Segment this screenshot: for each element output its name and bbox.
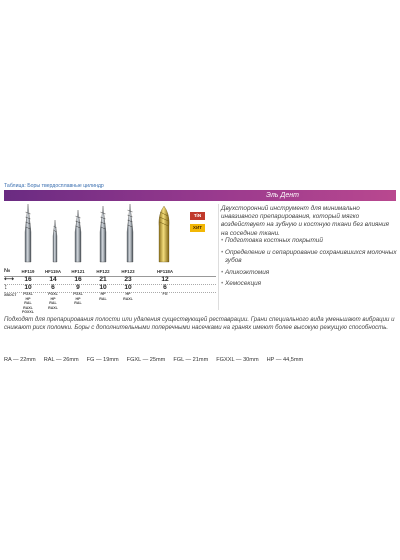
legend-item: FGXL — 25mm: [126, 357, 166, 363]
hit-badge: ХИТ: [190, 224, 205, 232]
shank-item: RAXL: [48, 305, 58, 310]
application-item: • Хемосекция: [221, 280, 397, 288]
product-code: HF121: [71, 269, 85, 274]
shank-item: HP: [50, 296, 56, 301]
length-value: 23: [124, 276, 132, 283]
bur-hf122-image: [100, 206, 106, 262]
legend-item: FGL — 21mm: [173, 357, 209, 363]
shank-item: RAXL: [23, 305, 33, 310]
legend-item: FGXXL — 30mm: [216, 357, 259, 363]
shank-item: HP: [125, 292, 131, 296]
bur-hf123-image: [127, 204, 133, 262]
shank-item: RAL: [99, 296, 107, 301]
size-value: 6: [163, 284, 167, 291]
size-value: 9: [76, 284, 80, 291]
table-caption: Таблица: Боры твердосплавные цилиндр: [4, 183, 104, 189]
shank-list: [41, 292, 65, 310]
size-value: 10: [99, 284, 107, 291]
application-item: • Подготовка костных покрытий: [221, 237, 397, 245]
shank-item: RAL: [24, 301, 32, 306]
bur-hf118a-image: [159, 206, 169, 262]
bur-hf119-image: [25, 204, 31, 262]
shank-item: FGXXL: [22, 310, 34, 315]
usage-paragraph: Подходят для препарирования полости или удаления существующей реставрации. Грани специального вида уменьшают вибрации и снижают риск поломки. Боры с дополнительными поперечными насечками на гранях имеют более высокую режущую способность.: [4, 316, 395, 331]
length-value: 16: [24, 276, 32, 283]
shank-item: RAL: [74, 301, 82, 306]
size-arrow-icon: ↕: [4, 284, 8, 291]
product-code: HF123: [121, 269, 135, 274]
legend-item: HP — 44,5mm: [266, 357, 304, 363]
length-value: 16: [74, 276, 82, 283]
product-code: HF119A: [44, 269, 62, 274]
shank-length-legend: [4, 357, 396, 363]
shank-item: HP: [100, 292, 106, 296]
product-code: HF119: [21, 269, 35, 274]
length-value: 14: [49, 276, 57, 283]
length-value: 21: [99, 276, 107, 283]
shank-list: [66, 292, 90, 306]
legend-item: FG — 19mm: [86, 357, 119, 363]
bur-hf121-image: [75, 210, 81, 262]
shank-item: FGXL: [48, 292, 58, 296]
brand-bar: [4, 190, 396, 201]
length-value: 12: [161, 276, 169, 283]
bur-hf119a-image: [53, 220, 57, 262]
shank-label: ХВОСТ: [4, 293, 17, 297]
shank-item: FGXL: [23, 292, 33, 296]
shank-list: [116, 292, 140, 301]
shank-item: FGXL: [73, 292, 83, 296]
application-list: [221, 237, 397, 292]
bur-illustrations: [4, 202, 216, 266]
shank-list: [153, 292, 177, 297]
product-code: HF118A: [156, 269, 174, 274]
legend-item: RAL — 26mm: [43, 357, 79, 363]
number-label: №: [4, 268, 11, 274]
application-item: • Апикоэктомия: [221, 269, 397, 277]
size-value: 10: [124, 284, 132, 291]
shank-item: RAL: [49, 301, 57, 306]
length-arrow-icon: ⟷: [4, 276, 15, 283]
column-divider: [218, 204, 219, 310]
legend-item: RA — 22mm: [4, 357, 36, 363]
shank-types: [4, 292, 216, 314]
shank-item: FG: [162, 292, 168, 296]
application-item: • Определение и сепарирование сохранившихся молочных зубов: [221, 249, 397, 265]
brand-title: Эль Дент: [266, 191, 299, 199]
tin-badge: TiN: [190, 212, 205, 220]
shank-item: RAXL: [123, 296, 133, 301]
shank-list: [16, 292, 40, 315]
product-description: Двухсторонний инструмент для минимально инвазивного препарирования, который мягко воздействует на зубную и костную ткани без влияния на соседние ткани.: [221, 205, 389, 237]
size-value: 10: [24, 284, 32, 291]
shank-list: [91, 292, 115, 301]
shank-item: HP: [25, 296, 31, 301]
shank-item: HP: [75, 296, 81, 301]
product-code: HF122: [96, 269, 110, 274]
size-value: 6: [51, 284, 55, 291]
